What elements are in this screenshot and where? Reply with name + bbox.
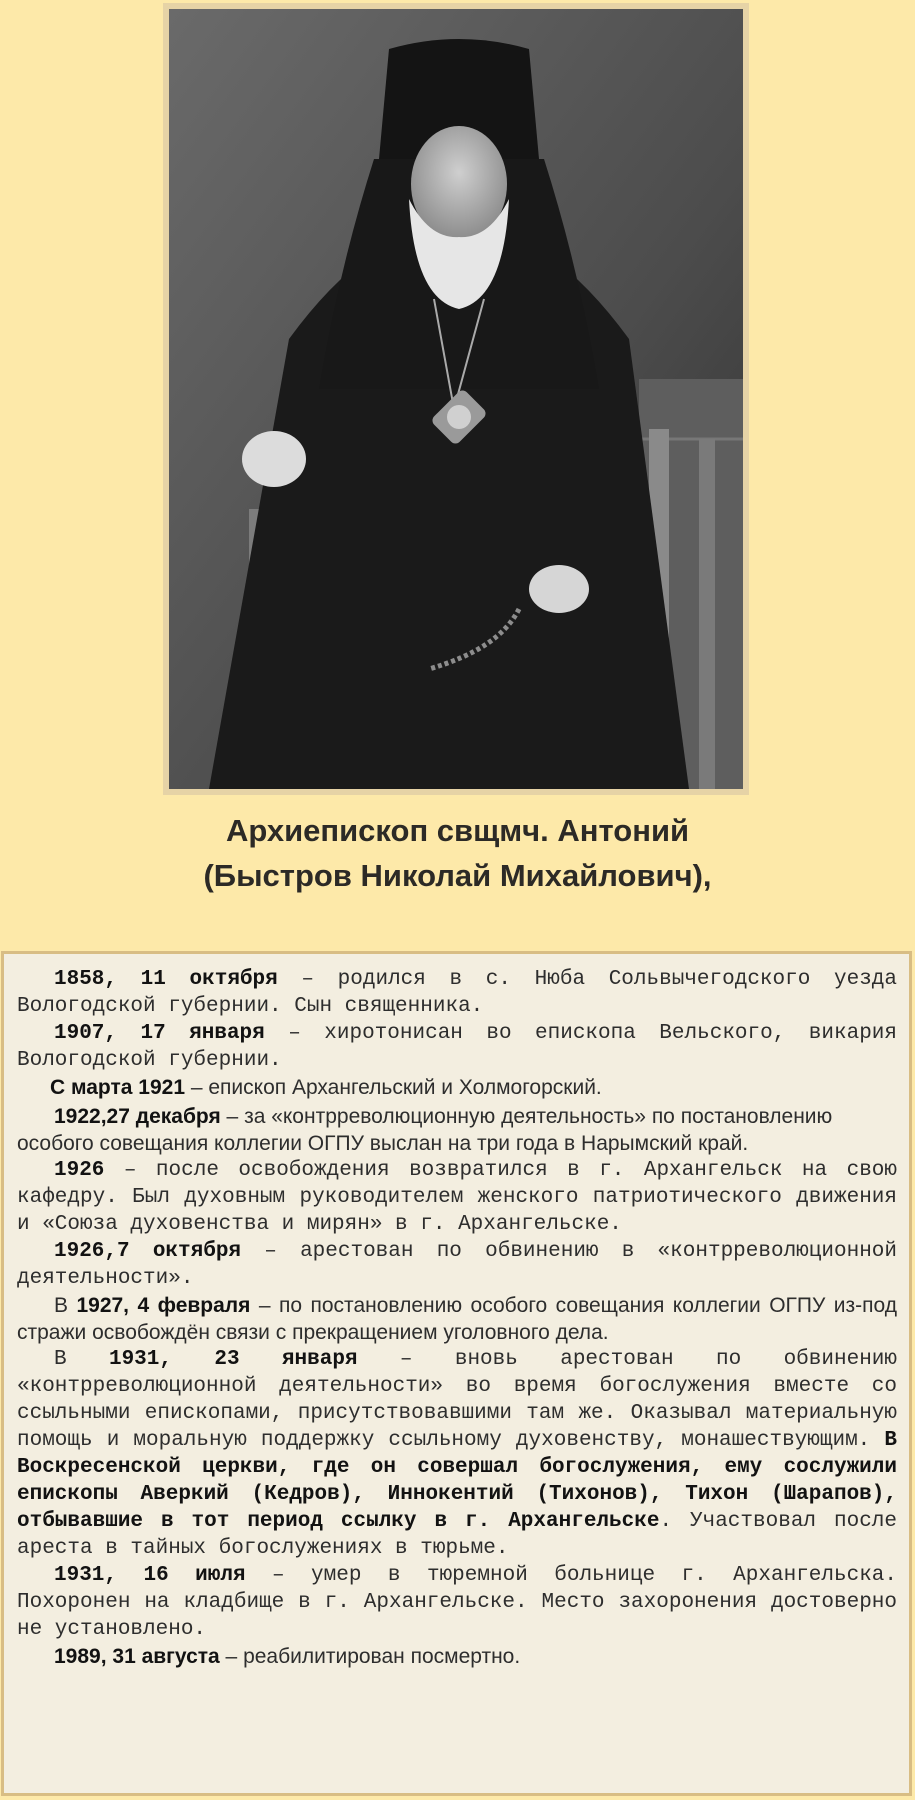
bio-text: – по постановлению особого совещания коллегии ОГПУ из-под стражи освобождён связи с прекращением уголовного дела. [17,1294,897,1344]
bio-date: 1927, 4 февраля [76,1294,251,1317]
bio-bold-passage: В Воскресенской церкви, где он совершал богослужения, ему сослужили епископы Аверкий (Кедров), Иннокентий (Тихонов), Тихон (Шарапов), отбывавшие в тот период ссылку в г. Архангельске [17,1429,897,1533]
bio-date: 1922,27 декабря [54,1105,221,1128]
bio-date: 1926 [54,1159,105,1182]
bio-text: – за «контрреволюционную деятельность» по постановлению особого совещания коллегии ОГПУ выслан на три года в Нарымский край. [17,1105,833,1155]
portrait-illustration [169,9,743,789]
bio-entry [17,1346,897,1562]
bio-text: – епископ Архангельский и Холмогорский. [185,1076,602,1099]
caption-line-2: (Быстров Николай Михайлович), [203,858,712,893]
bio-text-tail: . Участвовал после ареста в тайных богослужениях в тюрьме. [17,1510,897,1560]
bio-text: – хиротонисан во епископа Вельского, викария Вологодской губернии. [17,1022,897,1072]
bio-entry [17,1074,897,1103]
bio-entry [17,1238,897,1292]
portrait-photo [169,9,743,789]
bio-prefix: В [54,1348,109,1371]
portrait-caption [0,808,915,898]
portrait-frame [163,3,749,795]
bio-text: – после освобождения возвратился в г. Архангельск на свою кафедру. Был духовным руководителем женского патриотического движения и «Союза духовенства и мирян» в г. Архангельске. [17,1159,897,1236]
bio-date: 1926,7 октября [54,1240,242,1263]
bio-text: – арестован по обвинению в «контрреволюционной деятельности». [17,1240,897,1290]
bio-date: 1931, 16 июля [54,1564,246,1587]
caption-line-1: Архиепископ свщмч. Антоний [225,813,690,848]
bio-date: 1931, 23 января [108,1348,358,1371]
bio-entry [17,1103,897,1157]
bio-text: – вновь арестован по обвинению «контрреволюционной деятельности» во время богослужения вместе со ссыльными епископами, присутствовавшими там же. Оказывал материальную помощь и моральную поддержку ссыльному духовенству, монашествующим. [17,1348,897,1452]
bio-entry [17,1157,897,1238]
bio-prefix: В [54,1294,77,1317]
bio-entry [17,1292,897,1346]
bio-text: – родился в с. Нюба Сольвычегодского уезда Вологодской губернии. Сын священника. [17,968,898,1018]
bio-date: 1907, 17 января [54,1022,265,1045]
bio-entry [17,966,897,1020]
bio-date: С марта 1921 [50,1076,186,1099]
bio-date: 1989, 31 августа [54,1645,220,1668]
bio-text: – умер в тюремной больнице г. Архангельска. Похоронен на кладбище в г. Архангельске. Место захоронения достоверно не установлено. [17,1564,898,1641]
bio-entry [17,1562,897,1643]
bio-entry [17,1643,897,1672]
biography-panel [1,951,912,1796]
bio-text: – реабилитирован посмертно. [219,1645,521,1668]
bio-entry [17,1020,897,1074]
bio-date: 1858, 11 октября [54,968,278,991]
